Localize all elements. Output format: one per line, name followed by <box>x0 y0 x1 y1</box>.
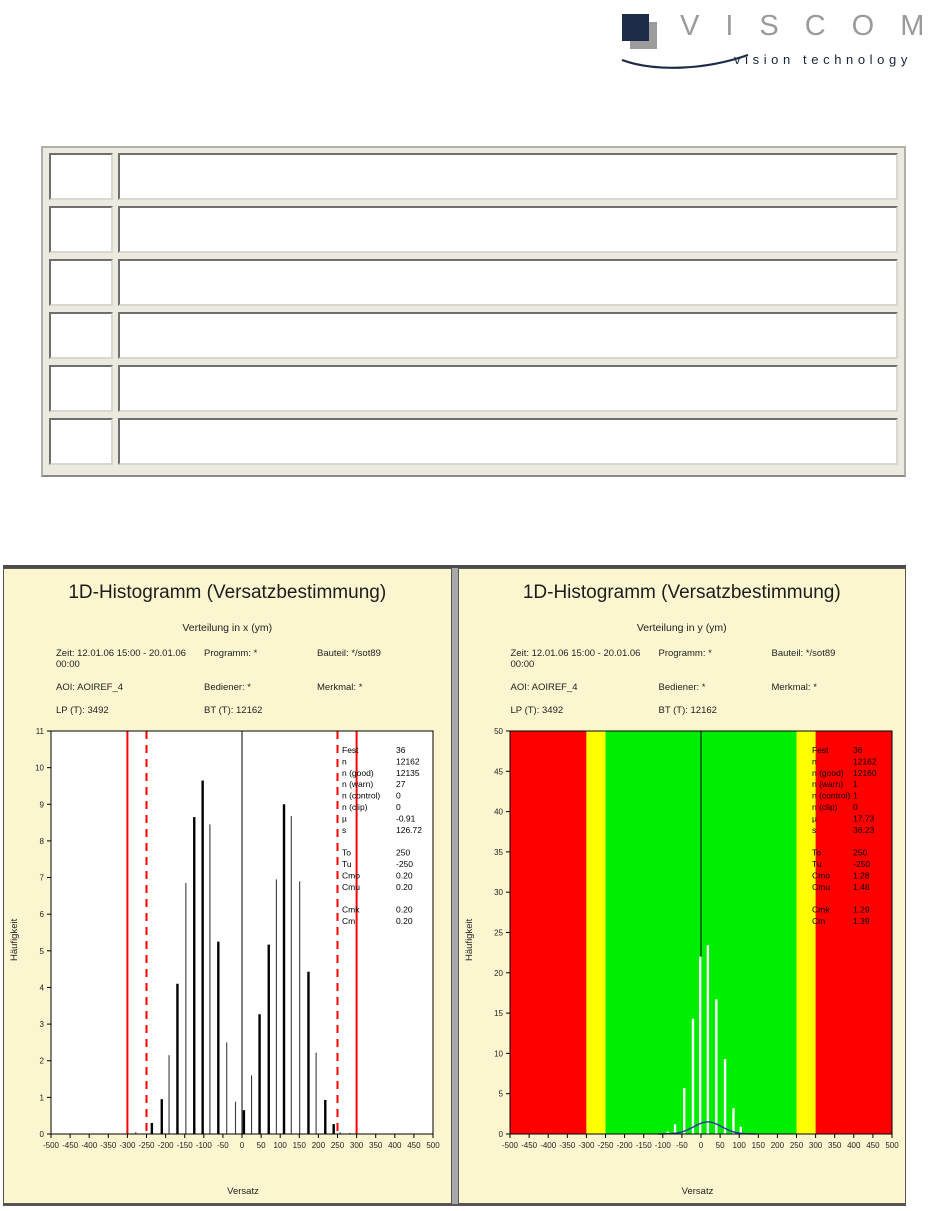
stat-label: s <box>342 824 347 835</box>
table-cell-small <box>49 206 113 253</box>
table-cell-small <box>49 418 113 465</box>
tolerance-zone <box>510 731 586 1134</box>
stat-value: 0.20 <box>396 916 413 926</box>
stat-label: To <box>342 847 351 858</box>
stat-value: 126.72 <box>396 824 422 835</box>
table-cell-large <box>118 365 898 412</box>
x-axis-label: Versatz <box>681 1186 714 1197</box>
x-tick-label: -500 <box>42 1141 60 1150</box>
x-tick-label: 350 <box>827 1141 841 1150</box>
x-tick-label: 100 <box>732 1141 746 1150</box>
stat-label: Cmo <box>342 870 360 881</box>
stat-label: Fest <box>811 745 829 755</box>
stat-value: -250 <box>852 859 870 869</box>
stat-label: Cmo <box>811 870 830 881</box>
x-tick-label: -450 <box>520 1141 537 1150</box>
y-tick-label: 40 <box>493 807 503 817</box>
stat-value: 0.20 <box>396 904 413 915</box>
stat-value: 1.39 <box>852 916 870 926</box>
stat-label: Cmu <box>811 881 830 892</box>
x-tick-label: -500 <box>501 1141 518 1150</box>
y-tick-label: 3 <box>39 1020 44 1030</box>
x-tick-label: -100 <box>195 1141 212 1150</box>
stat-label: n (good) <box>811 767 844 778</box>
stat-label: µ <box>342 813 347 824</box>
stat-label: Cm <box>342 916 356 926</box>
x-tick-label: -400 <box>81 1141 98 1150</box>
meta-bt: BT (T): 12162 <box>204 705 263 716</box>
stat-value: 0.20 <box>396 881 413 892</box>
x-tick-label: -350 <box>558 1141 575 1150</box>
x-tick-label: 400 <box>846 1141 860 1150</box>
y-tick-label: 8 <box>39 836 44 846</box>
histogram-panel-y <box>458 568 907 1204</box>
charts-container <box>3 565 906 1206</box>
stat-value: 12135 <box>396 767 420 778</box>
meta-merkmal: Merkmal: * <box>771 682 817 693</box>
y-tick-label: 50 <box>493 727 503 736</box>
x-tick-label: 200 <box>770 1141 784 1150</box>
stat-label: Cm <box>811 916 825 926</box>
x-tick-label: -250 <box>596 1141 614 1150</box>
table-row <box>49 365 898 412</box>
y-tick-label: 6 <box>39 910 44 920</box>
y-axis-label: Häufigkeit <box>463 918 475 961</box>
stat-value: 36.23 <box>852 824 874 835</box>
y-tick-label: 0 <box>39 1130 44 1139</box>
x-tick-label: 500 <box>426 1141 440 1150</box>
table-cell-large <box>118 153 898 200</box>
stat-value: 0.20 <box>396 870 413 881</box>
stat-value: 1 <box>852 790 858 801</box>
stat-label: Cmu <box>342 881 360 892</box>
stat-value: 0 <box>396 790 401 801</box>
x-tick-label: -50 <box>217 1141 229 1150</box>
stat-label: n (control) <box>342 790 381 801</box>
y-tick-label: 5 <box>498 1089 503 1099</box>
y-tick-label: 1 <box>39 1093 44 1103</box>
chart-subtitle: Verteilung in x (ym) <box>182 622 273 634</box>
x-tick-label: 300 <box>349 1141 364 1150</box>
stat-value: 1.48 <box>852 881 870 892</box>
stat-value: 1 <box>852 779 858 790</box>
chart-meta <box>511 648 898 728</box>
stat-label: n (control) <box>811 790 850 801</box>
meta-zeit: Zeit: 12.01.06 15:00 - 20.01.06 00:00 <box>56 648 186 670</box>
y-tick-label: 2 <box>39 1056 44 1066</box>
stat-label: n <box>811 756 817 767</box>
x-tick-label: 150 <box>751 1141 765 1150</box>
stat-label: To <box>811 847 821 858</box>
meta-bauteil: Bauteil: */sot89 <box>771 648 836 659</box>
chart-title: 1D-Histogramm (Versatzbestimmung) <box>68 582 387 603</box>
stat-label: Fest <box>342 745 359 755</box>
x-tick-label: -450 <box>62 1141 79 1150</box>
x-tick-label: 450 <box>865 1141 880 1150</box>
y-tick-label: 7 <box>39 873 44 883</box>
meta-programm: Programm: * <box>204 648 258 659</box>
x-tick-label: -200 <box>157 1141 174 1150</box>
x-tick-label: -50 <box>675 1141 688 1150</box>
info-table <box>41 146 906 477</box>
tolerance-zone <box>586 731 605 1134</box>
viscom-logo <box>610 8 951 88</box>
x-tick-label: 200 <box>311 1141 326 1150</box>
x-tick-label: 100 <box>273 1141 287 1150</box>
meta-aoi: AOI: AOIREF_4 <box>56 682 124 693</box>
stat-label: µ <box>811 813 817 824</box>
table-cell-large <box>118 312 898 359</box>
table-cell-large <box>118 206 898 253</box>
stat-value: 36 <box>396 745 406 755</box>
stat-value: 17.73 <box>852 813 874 824</box>
histogram-plot-x <box>4 724 451 1171</box>
meta-aoi: AOI: AOIREF_4 <box>510 682 578 693</box>
table-row <box>49 153 898 200</box>
table-cell-large <box>118 418 898 465</box>
chart-subtitle: Verteilung in y (ym) <box>636 622 727 634</box>
stat-label: n (good) <box>342 767 374 778</box>
x-tick-label: 250 <box>330 1141 345 1150</box>
stat-value: 12162 <box>396 756 420 767</box>
stat-label: Tu <box>811 859 822 869</box>
stat-value: 1.28 <box>852 870 870 881</box>
histogram-panel-x <box>3 568 452 1204</box>
y-tick-label: 11 <box>35 727 44 736</box>
y-axis-label: Häufigkeit <box>9 918 20 961</box>
x-tick-label: 450 <box>407 1141 421 1150</box>
meta-bt: BT (T): 12162 <box>658 705 717 716</box>
table-cell-large <box>118 259 898 306</box>
stat-value: 36 <box>852 745 862 755</box>
x-tick-label: -200 <box>616 1141 633 1150</box>
stat-value: 27 <box>396 779 406 790</box>
meta-bediener: Bediener: * <box>204 682 252 693</box>
logo-tagline-text: vision technology <box>734 52 912 67</box>
stat-value: 12162 <box>852 756 877 767</box>
logo-square-navy-icon <box>622 14 649 41</box>
y-tick-label: 45 <box>493 767 503 777</box>
stat-value: -250 <box>396 859 414 869</box>
table-row <box>49 312 898 359</box>
x-tick-label: 150 <box>292 1141 306 1150</box>
x-tick-label: 0 <box>698 1141 703 1150</box>
stat-label: n <box>342 756 347 767</box>
stat-label: n (warn) <box>811 779 843 790</box>
stat-label: s <box>811 824 816 835</box>
y-tick-label: 25 <box>493 928 503 938</box>
x-tick-label: -400 <box>539 1141 556 1150</box>
x-tick-label: 350 <box>369 1141 383 1150</box>
logo-swoosh-icon <box>620 50 752 74</box>
table-cell-small <box>49 259 113 306</box>
x-tick-label: -150 <box>635 1141 652 1150</box>
meta-merkmal: Merkmal: * <box>317 682 363 693</box>
y-tick-label: 4 <box>39 983 44 993</box>
stat-label: n (warn) <box>342 779 374 790</box>
y-tick-label: 20 <box>493 968 503 978</box>
x-tick-label: -250 <box>138 1141 155 1150</box>
histogram-plot-y <box>459 724 906 1171</box>
y-tick-label: 10 <box>35 763 44 773</box>
meta-lp: LP (T): 3492 <box>56 705 109 716</box>
x-tick-label: -150 <box>176 1141 193 1150</box>
y-tick-label: 9 <box>39 800 44 810</box>
stat-value: -0.91 <box>396 813 416 824</box>
x-tick-label: 300 <box>808 1141 822 1150</box>
x-tick-label: -350 <box>100 1141 117 1150</box>
table-cell-small <box>49 153 113 200</box>
x-tick-label: 500 <box>884 1141 899 1150</box>
table-row <box>49 206 898 253</box>
y-tick-label: 35 <box>493 847 503 857</box>
x-tick-label: 250 <box>789 1141 803 1150</box>
stat-value: 0 <box>852 802 858 812</box>
x-tick-label: 50 <box>715 1141 725 1150</box>
table-row <box>49 259 898 306</box>
stat-value: 12160 <box>852 767 877 778</box>
meta-bauteil: Bauteil: */sot89 <box>317 648 381 659</box>
meta-lp: LP (T): 3492 <box>510 705 564 716</box>
x-tick-label: -300 <box>577 1141 594 1150</box>
x-tick-label: 50 <box>256 1141 266 1150</box>
x-tick-label: 400 <box>388 1141 402 1150</box>
logo-brand-text: VISCOM <box>680 10 951 42</box>
table-cell-small <box>49 312 113 359</box>
chart-title: 1D-Histogramm (Versatzbestimmung) <box>522 582 841 603</box>
y-tick-label: 15 <box>493 1009 503 1019</box>
stat-label: Cmk <box>342 904 360 915</box>
y-tick-label: 10 <box>493 1049 503 1059</box>
x-axis-label: Versatz <box>227 1186 259 1197</box>
stat-label: n (clip) <box>811 802 838 812</box>
stat-value: 0 <box>396 802 401 812</box>
x-tick-label: -300 <box>119 1141 136 1150</box>
meta-zeit: Zeit: 12.01.06 15:00 - 20.01.06 00:00 <box>510 648 641 670</box>
stat-value: 250 <box>852 847 867 858</box>
stat-value: 250 <box>396 847 411 858</box>
stat-label: Tu <box>342 859 352 869</box>
y-tick-label: 5 <box>39 946 44 956</box>
table-cell-small <box>49 365 113 412</box>
stat-label: n (clip) <box>342 802 368 812</box>
x-tick-label: 0 <box>239 1141 245 1150</box>
x-tick-label: -100 <box>654 1141 671 1150</box>
meta-bediener: Bediener: * <box>658 682 706 693</box>
y-tick-label: 30 <box>493 888 503 898</box>
stat-label: Cmk <box>811 904 829 915</box>
chart-meta <box>56 648 443 728</box>
stat-value: 1.29 <box>852 904 870 915</box>
y-tick-label: 0 <box>498 1130 503 1139</box>
meta-programm: Programm: * <box>658 648 712 659</box>
table-row <box>49 418 898 465</box>
